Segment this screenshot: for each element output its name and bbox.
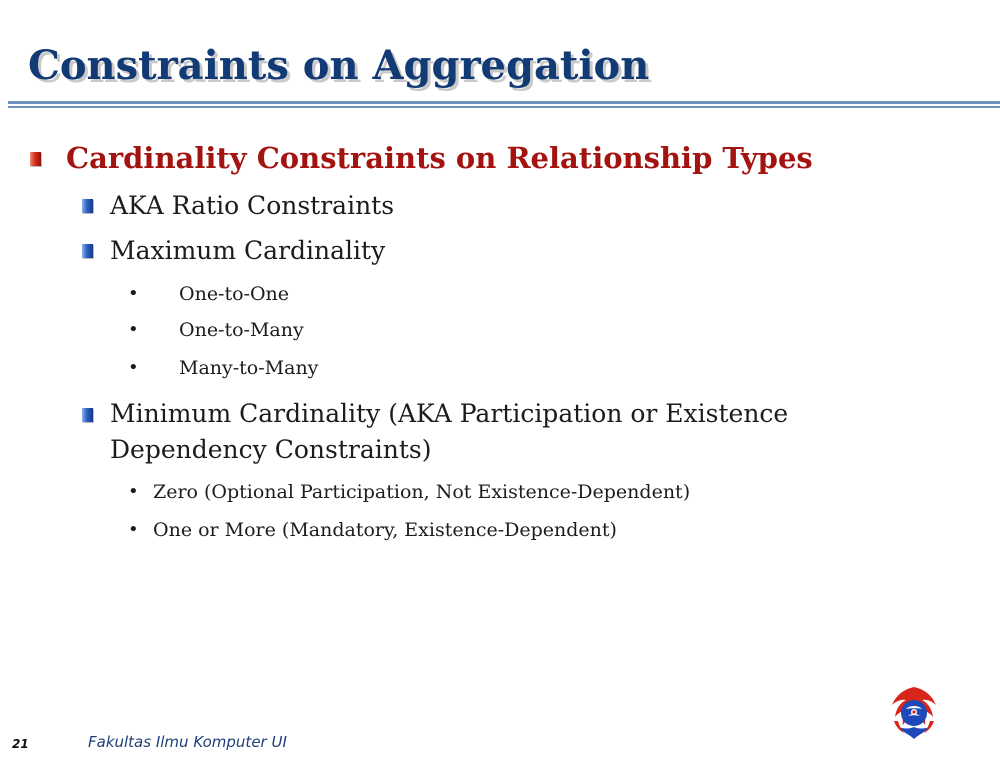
item-many-to-many: Many-to-Many bbox=[179, 357, 319, 379]
title-rule-bottom bbox=[8, 106, 1000, 108]
dot-bullet-icon: • bbox=[128, 283, 139, 304]
dot-bullet-icon: • bbox=[128, 481, 139, 502]
red-square-bullet-icon bbox=[30, 152, 41, 166]
university-logo-icon bbox=[884, 683, 944, 743]
title-rule-top bbox=[8, 101, 1000, 104]
item-zero-optional: Zero (Optional Participation, Not Existence-Dependent) bbox=[153, 481, 691, 503]
item-one-or-more: One or More (Mandatory, Existence-Dependent) bbox=[153, 519, 617, 541]
page-number: 21 bbox=[12, 737, 29, 751]
slide-title: Constraints on Aggregation bbox=[28, 42, 650, 89]
item-minimum-cardinality-line1: Minimum Cardinality (AKA Participation or Existence bbox=[110, 399, 789, 428]
item-one-to-many: One-to-Many bbox=[179, 319, 304, 341]
dot-bullet-icon: • bbox=[128, 357, 139, 378]
blue-square-bullet-icon bbox=[82, 408, 93, 422]
blue-square-bullet-icon bbox=[82, 244, 93, 258]
item-minimum-cardinality-line2: Dependency Constraints) bbox=[110, 435, 432, 464]
item-aka-ratio: AKA Ratio Constraints bbox=[110, 191, 395, 220]
footer-institution: Fakultas Ilmu Komputer UI bbox=[88, 733, 287, 751]
dot-bullet-icon: • bbox=[128, 519, 139, 540]
heading-cardinality-constraints: Cardinality Constraints on Relationship Types bbox=[66, 141, 813, 175]
dot-bullet-icon: • bbox=[128, 319, 139, 340]
item-maximum-cardinality: Maximum Cardinality bbox=[110, 236, 386, 265]
blue-square-bullet-icon bbox=[82, 199, 93, 213]
item-one-to-one: One-to-One bbox=[179, 283, 290, 305]
